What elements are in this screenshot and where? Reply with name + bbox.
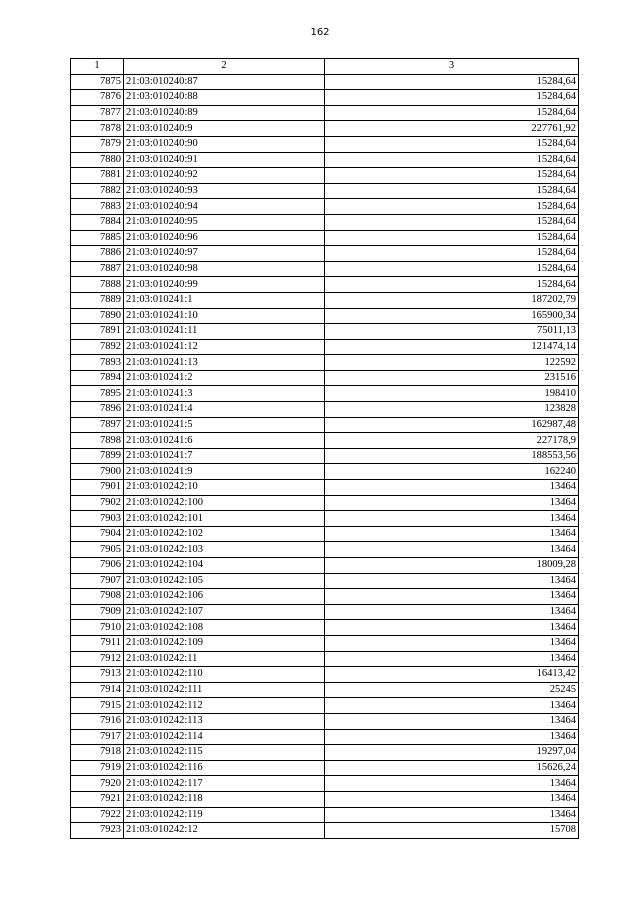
row-number-cell: 7900 <box>71 464 124 480</box>
value-cell: 13464 <box>325 651 579 667</box>
table-row <box>71 214 579 230</box>
table-row <box>71 480 579 496</box>
table-row <box>71 448 579 464</box>
row-number-cell: 7899 <box>71 448 124 464</box>
cadastral-number-cell: 21:03:010241:5 <box>124 417 325 433</box>
cadastral-number-cell: 21:03:010242:115 <box>124 745 325 761</box>
value-cell: 13464 <box>325 635 579 651</box>
row-number-cell: 7919 <box>71 760 124 776</box>
value-cell: 18009,28 <box>325 558 579 574</box>
cadastral-number-cell: 21:03:010242:119 <box>124 807 325 823</box>
value-cell: 13464 <box>325 589 579 605</box>
table-row <box>71 791 579 807</box>
row-number-cell: 7878 <box>71 121 124 137</box>
row-number-cell: 7915 <box>71 698 124 714</box>
row-number-cell: 7911 <box>71 635 124 651</box>
value-cell: 122592 <box>325 355 579 371</box>
cadastral-number-cell: 21:03:010242:112 <box>124 698 325 714</box>
table-row <box>71 74 579 90</box>
row-number-cell: 7887 <box>71 261 124 277</box>
row-number-cell: 7914 <box>71 682 124 698</box>
table-row <box>71 776 579 792</box>
row-number-cell: 7891 <box>71 324 124 340</box>
cadastral-number-cell: 21:03:010241:6 <box>124 433 325 449</box>
row-number-cell: 7886 <box>71 246 124 262</box>
table-row <box>71 464 579 480</box>
cadastral-number-cell: 21:03:010240:87 <box>124 74 325 90</box>
data-table <box>70 58 579 839</box>
row-number-cell: 7877 <box>71 105 124 121</box>
value-cell: 15284,64 <box>325 246 579 262</box>
value-cell: 15284,64 <box>325 74 579 90</box>
row-number-cell: 7897 <box>71 417 124 433</box>
cadastral-number-cell: 21:03:010242:100 <box>124 495 325 511</box>
column-header-1: 1 <box>71 59 124 75</box>
row-number-cell: 7876 <box>71 90 124 106</box>
table-row <box>71 370 579 386</box>
row-number-cell: 7917 <box>71 729 124 745</box>
table-row <box>71 713 579 729</box>
row-number-cell: 7905 <box>71 542 124 558</box>
cadastral-number-cell: 21:03:010242:116 <box>124 760 325 776</box>
row-number-cell: 7896 <box>71 402 124 418</box>
cadastral-number-cell: 21:03:010241:9 <box>124 464 325 480</box>
table-row <box>71 589 579 605</box>
table-row <box>71 183 579 199</box>
cadastral-number-cell: 21:03:010242:11 <box>124 651 325 667</box>
table-row <box>71 558 579 574</box>
row-number-cell: 7884 <box>71 214 124 230</box>
value-cell: 121474,14 <box>325 339 579 355</box>
row-number-cell: 7912 <box>71 651 124 667</box>
table-row <box>71 698 579 714</box>
value-cell: 15626,24 <box>325 760 579 776</box>
table-row <box>71 417 579 433</box>
row-number-cell: 7918 <box>71 745 124 761</box>
cadastral-number-cell: 21:03:010242:111 <box>124 682 325 698</box>
table-row <box>71 667 579 683</box>
cadastral-number-cell: 21:03:010241:1 <box>124 292 325 308</box>
cadastral-number-cell: 21:03:010240:89 <box>124 105 325 121</box>
table-row <box>71 152 579 168</box>
value-cell: 165900,34 <box>325 308 579 324</box>
table-row <box>71 402 579 418</box>
cadastral-number-cell: 21:03:010240:96 <box>124 230 325 246</box>
table-row <box>71 292 579 308</box>
cadastral-number-cell: 21:03:010240:93 <box>124 183 325 199</box>
cadastral-number-cell: 21:03:010242:114 <box>124 729 325 745</box>
table-row <box>71 105 579 121</box>
cadastral-number-cell: 21:03:010242:110 <box>124 667 325 683</box>
value-cell: 227178,9 <box>325 433 579 449</box>
table-row <box>71 121 579 137</box>
cadastral-number-cell: 21:03:010241:3 <box>124 386 325 402</box>
table-row <box>71 573 579 589</box>
table-row <box>71 495 579 511</box>
value-cell: 16413,42 <box>325 667 579 683</box>
value-cell: 13464 <box>325 776 579 792</box>
value-cell: 25245 <box>325 682 579 698</box>
table-row <box>71 246 579 262</box>
table-row <box>71 526 579 542</box>
value-cell: 227761,92 <box>325 121 579 137</box>
cadastral-number-cell: 21:03:010242:10 <box>124 480 325 496</box>
table-row <box>71 386 579 402</box>
value-cell: 15284,64 <box>325 261 579 277</box>
table-row <box>71 760 579 776</box>
table-row <box>71 745 579 761</box>
header-row <box>71 59 579 75</box>
row-number-cell: 7879 <box>71 136 124 152</box>
row-number-cell: 7913 <box>71 667 124 683</box>
page-number: 162 <box>310 27 330 38</box>
row-number-cell: 7892 <box>71 339 124 355</box>
cadastral-number-cell: 21:03:010240:92 <box>124 168 325 184</box>
value-cell: 13464 <box>325 526 579 542</box>
row-number-cell: 7889 <box>71 292 124 308</box>
cadastral-number-cell: 21:03:010241:11 <box>124 324 325 340</box>
value-cell: 15284,64 <box>325 136 579 152</box>
cadastral-number-cell: 21:03:010241:12 <box>124 339 325 355</box>
table-row <box>71 261 579 277</box>
cadastral-number-cell: 21:03:010240:98 <box>124 261 325 277</box>
value-cell: 15284,64 <box>325 199 579 215</box>
value-cell: 13464 <box>325 511 579 527</box>
row-number-cell: 7875 <box>71 74 124 90</box>
cadastral-number-cell: 21:03:010242:107 <box>124 604 325 620</box>
row-number-cell: 7880 <box>71 152 124 168</box>
value-cell: 15284,64 <box>325 183 579 199</box>
cadastral-number-cell: 21:03:010242:109 <box>124 635 325 651</box>
value-cell: 15284,64 <box>325 214 579 230</box>
value-cell: 19297,04 <box>325 745 579 761</box>
value-cell: 15708 <box>325 823 579 839</box>
row-number-cell: 7901 <box>71 480 124 496</box>
cadastral-number-cell: 21:03:010241:7 <box>124 448 325 464</box>
cadastral-number-cell: 21:03:010242:113 <box>124 713 325 729</box>
cadastral-number-cell: 21:03:010242:105 <box>124 573 325 589</box>
value-cell: 15284,64 <box>325 230 579 246</box>
value-cell: 198410 <box>325 386 579 402</box>
value-cell: 162987,48 <box>325 417 579 433</box>
row-number-cell: 7903 <box>71 511 124 527</box>
value-cell: 15284,64 <box>325 277 579 293</box>
value-cell: 15284,64 <box>325 152 579 168</box>
value-cell: 15284,64 <box>325 105 579 121</box>
value-cell: 13464 <box>325 604 579 620</box>
row-number-cell: 7916 <box>71 713 124 729</box>
row-number-cell: 7894 <box>71 370 124 386</box>
cadastral-number-cell: 21:03:010242:106 <box>124 589 325 605</box>
table-row <box>71 277 579 293</box>
value-cell: 123828 <box>325 402 579 418</box>
table-row <box>71 604 579 620</box>
cadastral-number-cell: 21:03:010240:9 <box>124 121 325 137</box>
value-cell: 187202,79 <box>325 292 579 308</box>
row-number-cell: 7904 <box>71 526 124 542</box>
table-row <box>71 620 579 636</box>
cadastral-number-cell: 21:03:010241:4 <box>124 402 325 418</box>
value-cell: 13464 <box>325 729 579 745</box>
value-cell: 15284,64 <box>325 168 579 184</box>
cadastral-number-cell: 21:03:010242:12 <box>124 823 325 839</box>
row-number-cell: 7890 <box>71 308 124 324</box>
cadastral-number-cell: 21:03:010242:108 <box>124 620 325 636</box>
row-number-cell: 7885 <box>71 230 124 246</box>
row-number-cell: 7881 <box>71 168 124 184</box>
row-number-cell: 7909 <box>71 604 124 620</box>
cadastral-number-cell: 21:03:010241:10 <box>124 308 325 324</box>
value-cell: 13464 <box>325 713 579 729</box>
value-cell: 13464 <box>325 573 579 589</box>
cadastral-number-cell: 21:03:010241:2 <box>124 370 325 386</box>
cadastral-number-cell: 21:03:010242:102 <box>124 526 325 542</box>
value-cell: 13464 <box>325 542 579 558</box>
cadastral-number-cell: 21:03:010240:97 <box>124 246 325 262</box>
row-number-cell: 7906 <box>71 558 124 574</box>
cadastral-number-cell: 21:03:010240:91 <box>124 152 325 168</box>
table-body <box>71 74 579 838</box>
row-number-cell: 7902 <box>71 495 124 511</box>
cadastral-number-cell: 21:03:010240:88 <box>124 90 325 106</box>
cadastral-number-cell: 21:03:010242:103 <box>124 542 325 558</box>
cadastral-number-cell: 21:03:010240:94 <box>124 199 325 215</box>
table-row <box>71 433 579 449</box>
value-cell: 75011,13 <box>325 324 579 340</box>
table-row <box>71 308 579 324</box>
value-cell: 13464 <box>325 620 579 636</box>
cadastral-number-cell: 21:03:010241:13 <box>124 355 325 371</box>
row-number-cell: 7923 <box>71 823 124 839</box>
row-number-cell: 7910 <box>71 620 124 636</box>
row-number-cell: 7920 <box>71 776 124 792</box>
row-number-cell: 7907 <box>71 573 124 589</box>
table-row <box>71 324 579 340</box>
cadastral-number-cell: 21:03:010240:99 <box>124 277 325 293</box>
table-row <box>71 230 579 246</box>
table-row <box>71 136 579 152</box>
row-number-cell: 7883 <box>71 199 124 215</box>
value-cell: 13464 <box>325 791 579 807</box>
row-number-cell: 7895 <box>71 386 124 402</box>
value-cell: 13464 <box>325 495 579 511</box>
value-cell: 188553,56 <box>325 448 579 464</box>
cadastral-number-cell: 21:03:010242:104 <box>124 558 325 574</box>
cadastral-number-cell: 21:03:010242:118 <box>124 791 325 807</box>
cadastral-number-cell: 21:03:010240:95 <box>124 214 325 230</box>
table-header <box>71 59 579 75</box>
table-row <box>71 90 579 106</box>
table-row <box>71 542 579 558</box>
row-number-cell: 7908 <box>71 589 124 605</box>
table-row <box>71 807 579 823</box>
value-cell: 13464 <box>325 698 579 714</box>
table-row <box>71 199 579 215</box>
table-row <box>71 339 579 355</box>
table-row <box>71 511 579 527</box>
row-number-cell: 7898 <box>71 433 124 449</box>
cadastral-number-cell: 21:03:010242:117 <box>124 776 325 792</box>
cadastral-number-cell: 21:03:010240:90 <box>124 136 325 152</box>
row-number-cell: 7922 <box>71 807 124 823</box>
table-row <box>71 682 579 698</box>
table-row <box>71 729 579 745</box>
value-cell: 13464 <box>325 480 579 496</box>
table-row <box>71 651 579 667</box>
value-cell: 162240 <box>325 464 579 480</box>
value-cell: 13464 <box>325 807 579 823</box>
value-cell: 15284,64 <box>325 90 579 106</box>
table-row <box>71 355 579 371</box>
row-number-cell: 7888 <box>71 277 124 293</box>
table-row <box>71 635 579 651</box>
column-header-2: 2 <box>124 59 325 75</box>
row-number-cell: 7921 <box>71 791 124 807</box>
row-number-cell: 7893 <box>71 355 124 371</box>
row-number-cell: 7882 <box>71 183 124 199</box>
cadastral-number-cell: 21:03:010242:101 <box>124 511 325 527</box>
table-row <box>71 168 579 184</box>
value-cell: 231516 <box>325 370 579 386</box>
column-header-3: 3 <box>325 59 579 75</box>
table-row <box>71 823 579 839</box>
